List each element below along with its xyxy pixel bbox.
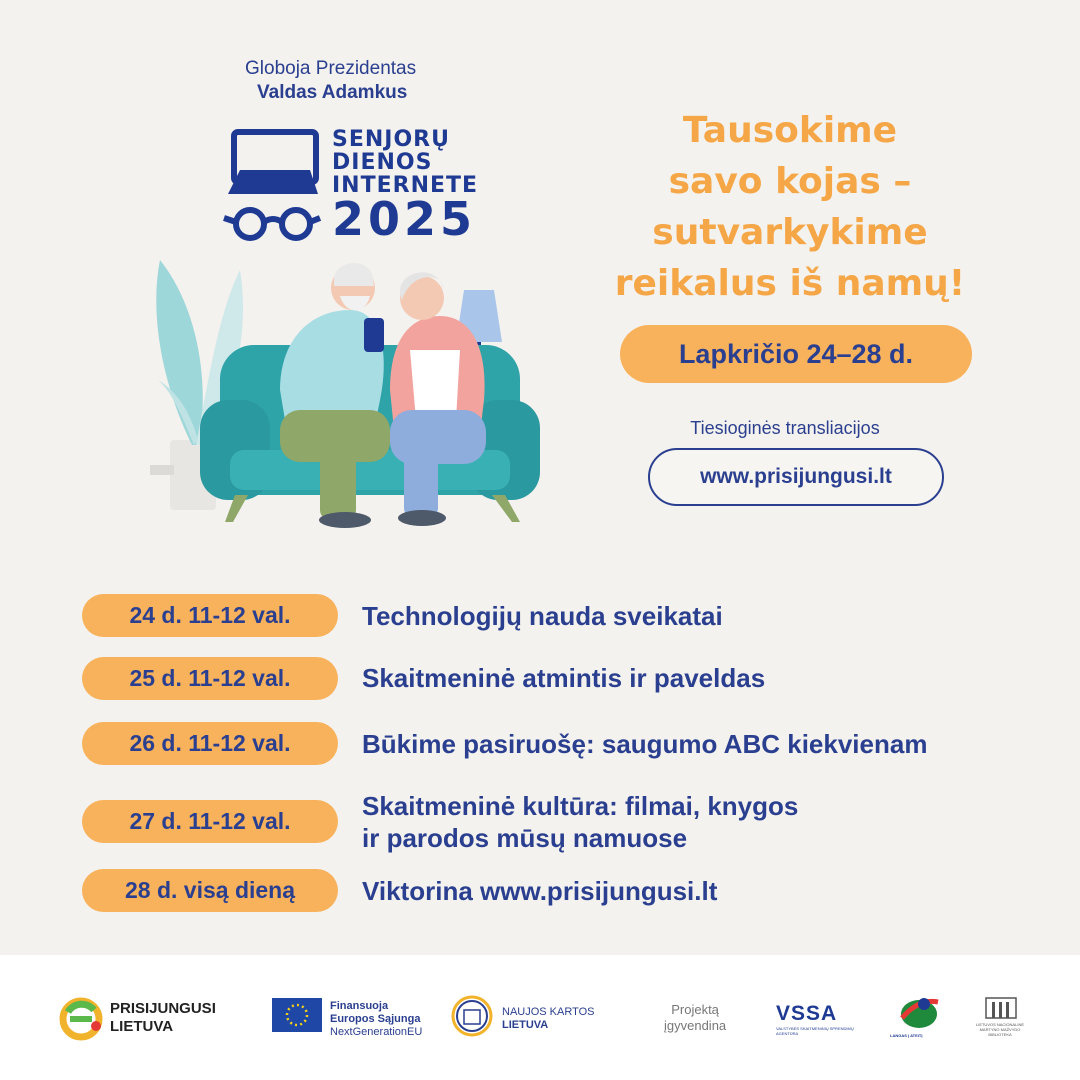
headline-line-3: sutvarkykime [652, 212, 928, 253]
headline-line-4: reikalus iš namų! [614, 263, 966, 304]
eu-line-3: NextGenerationEU [330, 1026, 423, 1038]
logo-line-3: INTERNETE [332, 173, 479, 198]
laptop-icon [228, 132, 318, 194]
naujos-line-1: NAUJOS KARTOS [502, 1006, 595, 1018]
schedule-time-2: 25 d. 11-12 val. [82, 657, 338, 700]
logo-line-2: DIENOS [332, 150, 433, 175]
schedule-time-5: 28 d. visą dieną [82, 869, 338, 912]
eu-line-2: Europos Sąjunga [330, 1013, 421, 1025]
schedule-title-1: Technologijų nauda sveikatai [362, 601, 723, 631]
event-logo-text [332, 128, 478, 197]
seniors-on-sofa-illustration [140, 250, 540, 540]
schedule-title-4-line-2: ir parodos mūsų namuose [362, 823, 688, 853]
headline-line-1: Tausokime [682, 110, 898, 151]
event-dates-badge: Lapkričio 24–28 d. [620, 325, 972, 383]
prisijungusi-logo-icon [58, 996, 104, 1042]
schedule-time-1: 24 d. 11-12 val. [82, 594, 338, 637]
vssa-subtitle: VALSTYBĖS SKAITMENINIŲ SPRENDIMŲ AGENTŪRA [776, 1026, 854, 1036]
headline-line-2: savo kojas – [668, 161, 912, 202]
naujos-line-2: LIETUVA [502, 1019, 549, 1031]
vssa-name: VSSA [776, 1002, 838, 1025]
vssa-logo [776, 1002, 860, 1036]
langas-logo-icon [896, 992, 942, 1032]
glasses-icon [224, 210, 320, 238]
project-implemented-by [664, 1002, 726, 1034]
naujos-kartos-text [502, 1006, 595, 1032]
project-line-1: Projektą [671, 1002, 719, 1017]
prisijungusi-line-1: PRISIJUNGUSI [110, 1000, 216, 1017]
event-year: 2025 [332, 192, 477, 246]
schedule-time-3: 26 d. 11-12 val. [82, 722, 338, 765]
library-building-icon [984, 996, 1018, 1020]
schedule-title-4-line-1: Skaitmeninė kultūra: filmai, knygos [362, 791, 799, 821]
eu-funding-text [330, 1000, 422, 1039]
patron-line-1: Globoja Prezidentas [245, 58, 417, 79]
project-line-2: įgyvendina [664, 1018, 727, 1033]
schedule-title-3: Būkime pasiruošę: saugumo ABC kiekvienam [362, 729, 928, 759]
logo-line-1: SENJORŲ [332, 127, 450, 152]
schedule-title-4 [362, 790, 798, 854]
schedule-title-5: Viktorina www.prisijungusi.lt [362, 876, 718, 906]
library-name: LIETUVOS NACIONALINĖ MARTYNO MAŽVYDO BIBLIOTEKA [975, 1022, 1024, 1037]
headline [580, 105, 1000, 309]
eu-line-1: Finansuoja [330, 1000, 389, 1012]
schedule-time-4: 27 d. 11-12 val. [82, 800, 338, 843]
prisijungusi-line-2: LIETUVA [110, 1018, 174, 1035]
schedule-title-2: Skaitmeninė atmintis ir paveldas [362, 663, 766, 693]
prisijungusi-logo-text [110, 1000, 216, 1036]
live-stream-label: Tiesioginės transliacijos [690, 418, 880, 438]
website-link[interactable]: www.prisijungusi.lt [648, 448, 944, 506]
langas-name: LANGAS Į ATEITĮ [890, 1033, 923, 1038]
eu-flag-icon [272, 998, 322, 1032]
patron-line-2: Valdas Adamkus [257, 82, 408, 103]
naujos-kartos-logo-icon [450, 994, 494, 1038]
